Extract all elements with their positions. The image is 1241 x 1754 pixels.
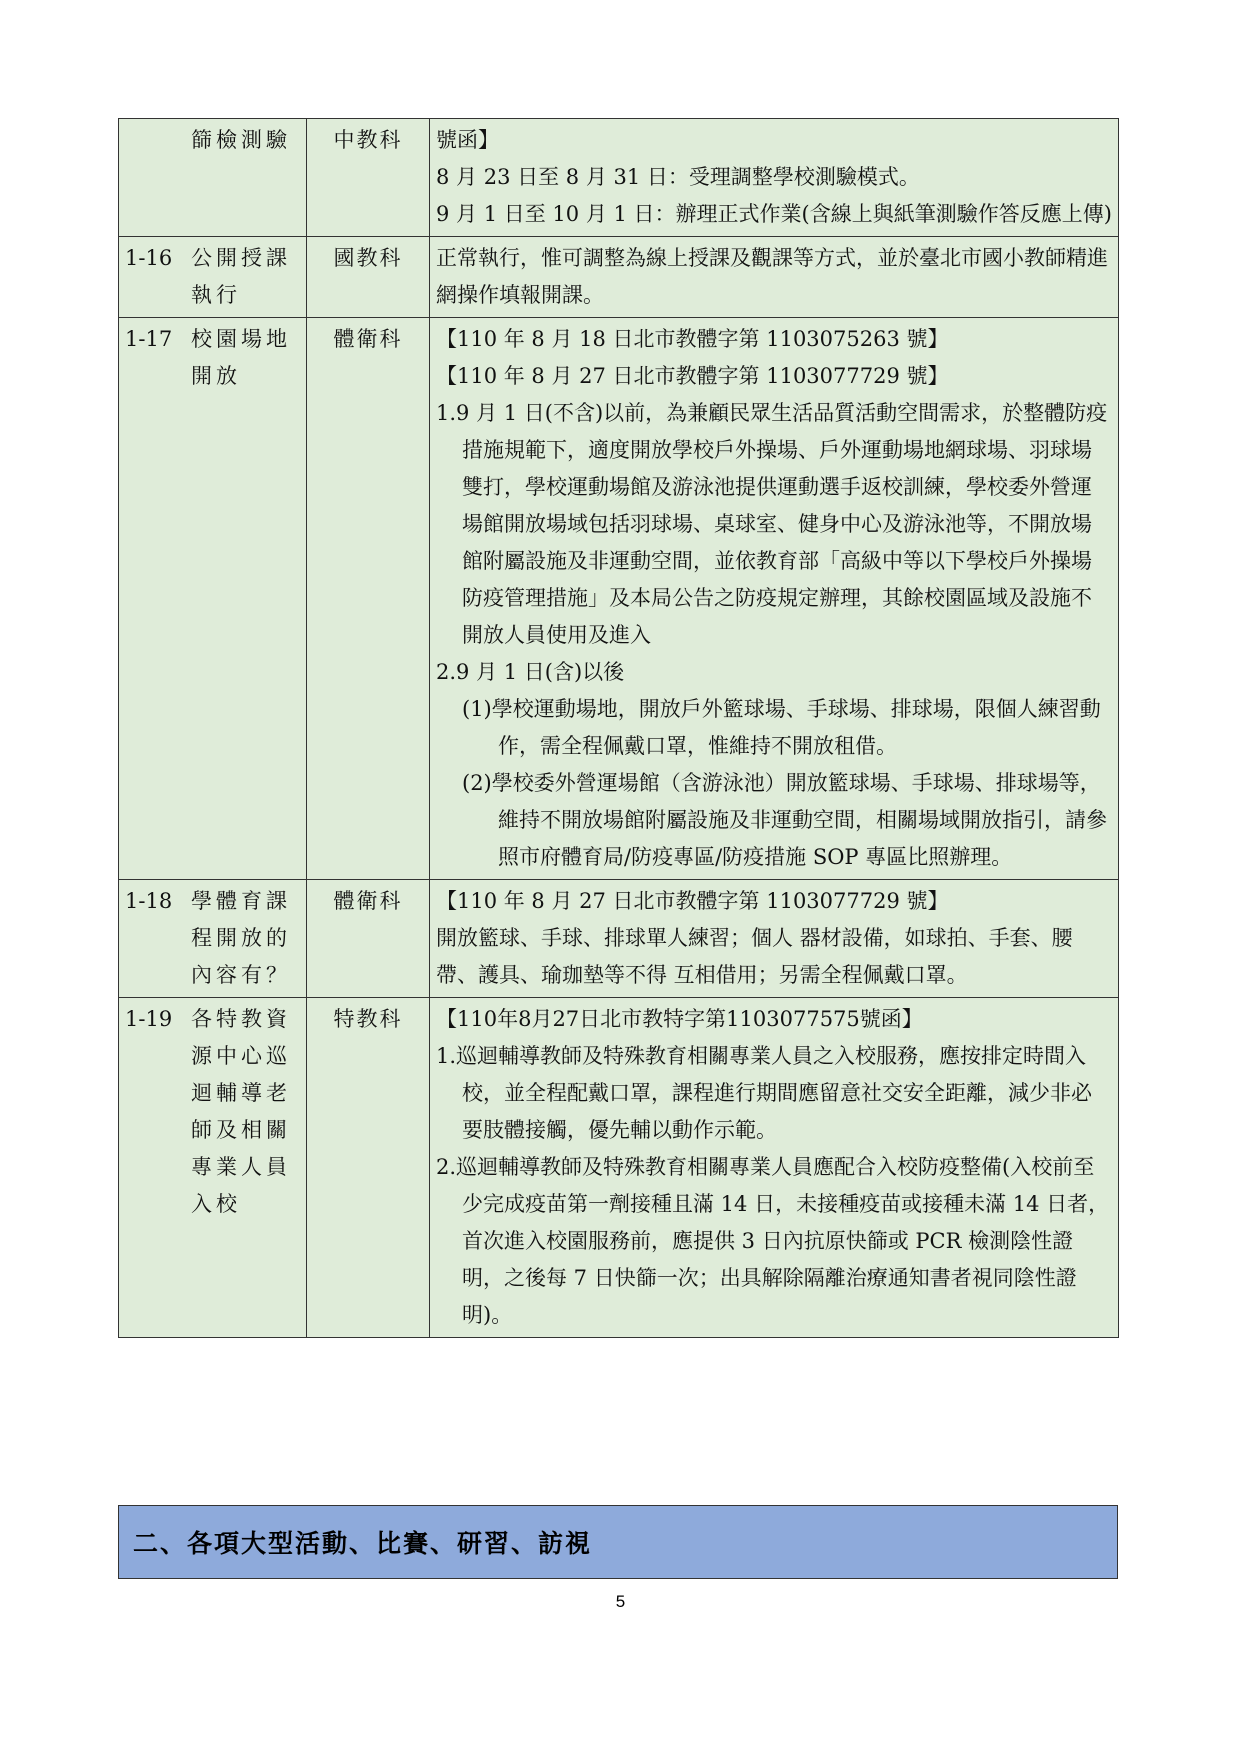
content-cell	[430, 119, 1119, 237]
section-header-bar	[118, 1505, 1118, 1579]
item-heading	[125, 321, 300, 395]
content-cell	[430, 880, 1119, 998]
table-row	[119, 119, 1119, 237]
content-line: 2.9 月 1 日(含)以後	[436, 660, 625, 684]
policy-table	[118, 118, 1119, 1338]
item-cell	[119, 237, 307, 318]
table-row	[119, 318, 1119, 880]
page-number: 5	[615, 1592, 626, 1611]
item-title: 校園場地開放	[191, 327, 291, 388]
item-title: 公開授課執行	[191, 246, 291, 307]
content-cell	[430, 998, 1119, 1338]
item-heading	[125, 1001, 300, 1223]
item-number: 1-16	[125, 246, 173, 270]
content-line: 正常執行，惟可調整為線上授課及觀課等方式，並於臺北市國小教師精進網操作填報開課。	[436, 246, 1108, 307]
department-cell: 體衛科	[307, 880, 430, 998]
item-heading	[125, 883, 300, 994]
content-line: (1)學校運動場地，開放戶外籃球場、手球場、排球場，限個人練習動作，需全程佩戴口罩，惟維持不開放租借。	[462, 697, 1101, 758]
item-cell	[119, 318, 307, 880]
department-cell: 國教科	[307, 237, 430, 318]
content-line: 【110 年 8 月 27 日北市教體字第 1103077729 號】	[436, 889, 949, 913]
item-number	[125, 122, 191, 159]
item-number: 1-18	[125, 889, 173, 913]
item-cell	[119, 998, 307, 1338]
item-cell	[119, 119, 307, 237]
content-line: 【110 年 8 月 27 日北市教體字第 1103077729 號】	[436, 364, 949, 388]
item-title: 篩檢測驗	[191, 128, 291, 152]
content-line: 9 月 1 日至 10 月 1 日：辦理正式作業(含線上與紙筆測驗作答反應上傳)	[436, 202, 1112, 226]
table-row	[119, 880, 1119, 998]
table-row	[119, 998, 1119, 1338]
content-line: 【110年8月27日北市教特字第1103077575號函】	[436, 1007, 923, 1031]
content-line: 開放籃球、手球、排球單人練習；個人 器材設備，如球拍、手套、腰帶、護具、瑜珈墊等不得 互相借用；另需全程佩戴口罩。	[436, 926, 1073, 987]
department-cell: 中教科	[307, 119, 430, 237]
table-row	[119, 237, 1119, 318]
item-heading	[125, 122, 300, 159]
table-body	[119, 119, 1119, 1338]
content-line: 號函】	[436, 128, 499, 152]
content-cell	[430, 318, 1119, 880]
department-cell: 特教科	[307, 998, 430, 1338]
department-cell: 體衛科	[307, 318, 430, 880]
content-line: 8 月 23 日至 8 月 31 日：受理調整學校測驗模式。	[436, 165, 920, 189]
content-line: 2.巡迴輔導教師及特殊教育相關專業人員應配合入校防疫整備(入校前至少完成疫苗第一劑接種且滿 14 日，未接種疫苗或接種未滿 14 日者，首次進入校園服務前，應提供 3 日內抗原快篩或 PCR 檢測陰性證明，之後每 7 日快篩一次；出具解除隔離治療通知書者視同陰性證明)。	[436, 1155, 1110, 1327]
item-number: 1-19	[125, 1007, 173, 1031]
content-line: 1.巡迴輔導教師及特殊教育相關專業人員之入校服務，應按排定時間入校，並全程配戴口罩，課程進行期間應留意社交安全距離，減少非必要肢體接觸，優先輔以動作示範。	[436, 1044, 1092, 1142]
item-cell	[119, 880, 307, 998]
item-heading	[125, 240, 300, 314]
content-cell	[430, 237, 1119, 318]
item-number: 1-17	[125, 327, 173, 351]
content-line: 1.9 月 1 日(不含)以前，為兼顧民眾生活品質活動空間需求，於整體防疫措施規範下，適度開放學校戶外操場、戶外運動場地網球場、羽球場雙打，學校運動場館及游泳池提供運動選手返校訓練，學校委外營運場館開放場域包括羽球場、桌球室、健身中心及游泳池等，不開放場館附屬設施及非運動空間，並依教育部「高級中等以下學校戶外操場防疫管理措施」及本局公告之防疫規定辦理，其餘校園區域及設施不開放人員使用及進入	[436, 401, 1108, 647]
content-line: (2)學校委外營運場館（含游泳池）開放籃球場、手球場、排球場等，維持不開放場館附屬設施及非運動空間，相關場域開放指引，請參照市府體育局/防疫專區/防疫措施 SOP 專區比照辦理。	[462, 771, 1107, 869]
content-line: 【110 年 8 月 18 日北市教體字第 1103075263 號】	[436, 327, 949, 351]
section-title: 二、各項大型活動、比賽、研習、訪視	[133, 1529, 593, 1558]
item-title: 各特教資源中心巡迴輔導老師及相關專業人員入校	[191, 1007, 291, 1216]
item-title: 學體育課程開放的內容有？	[191, 889, 291, 987]
